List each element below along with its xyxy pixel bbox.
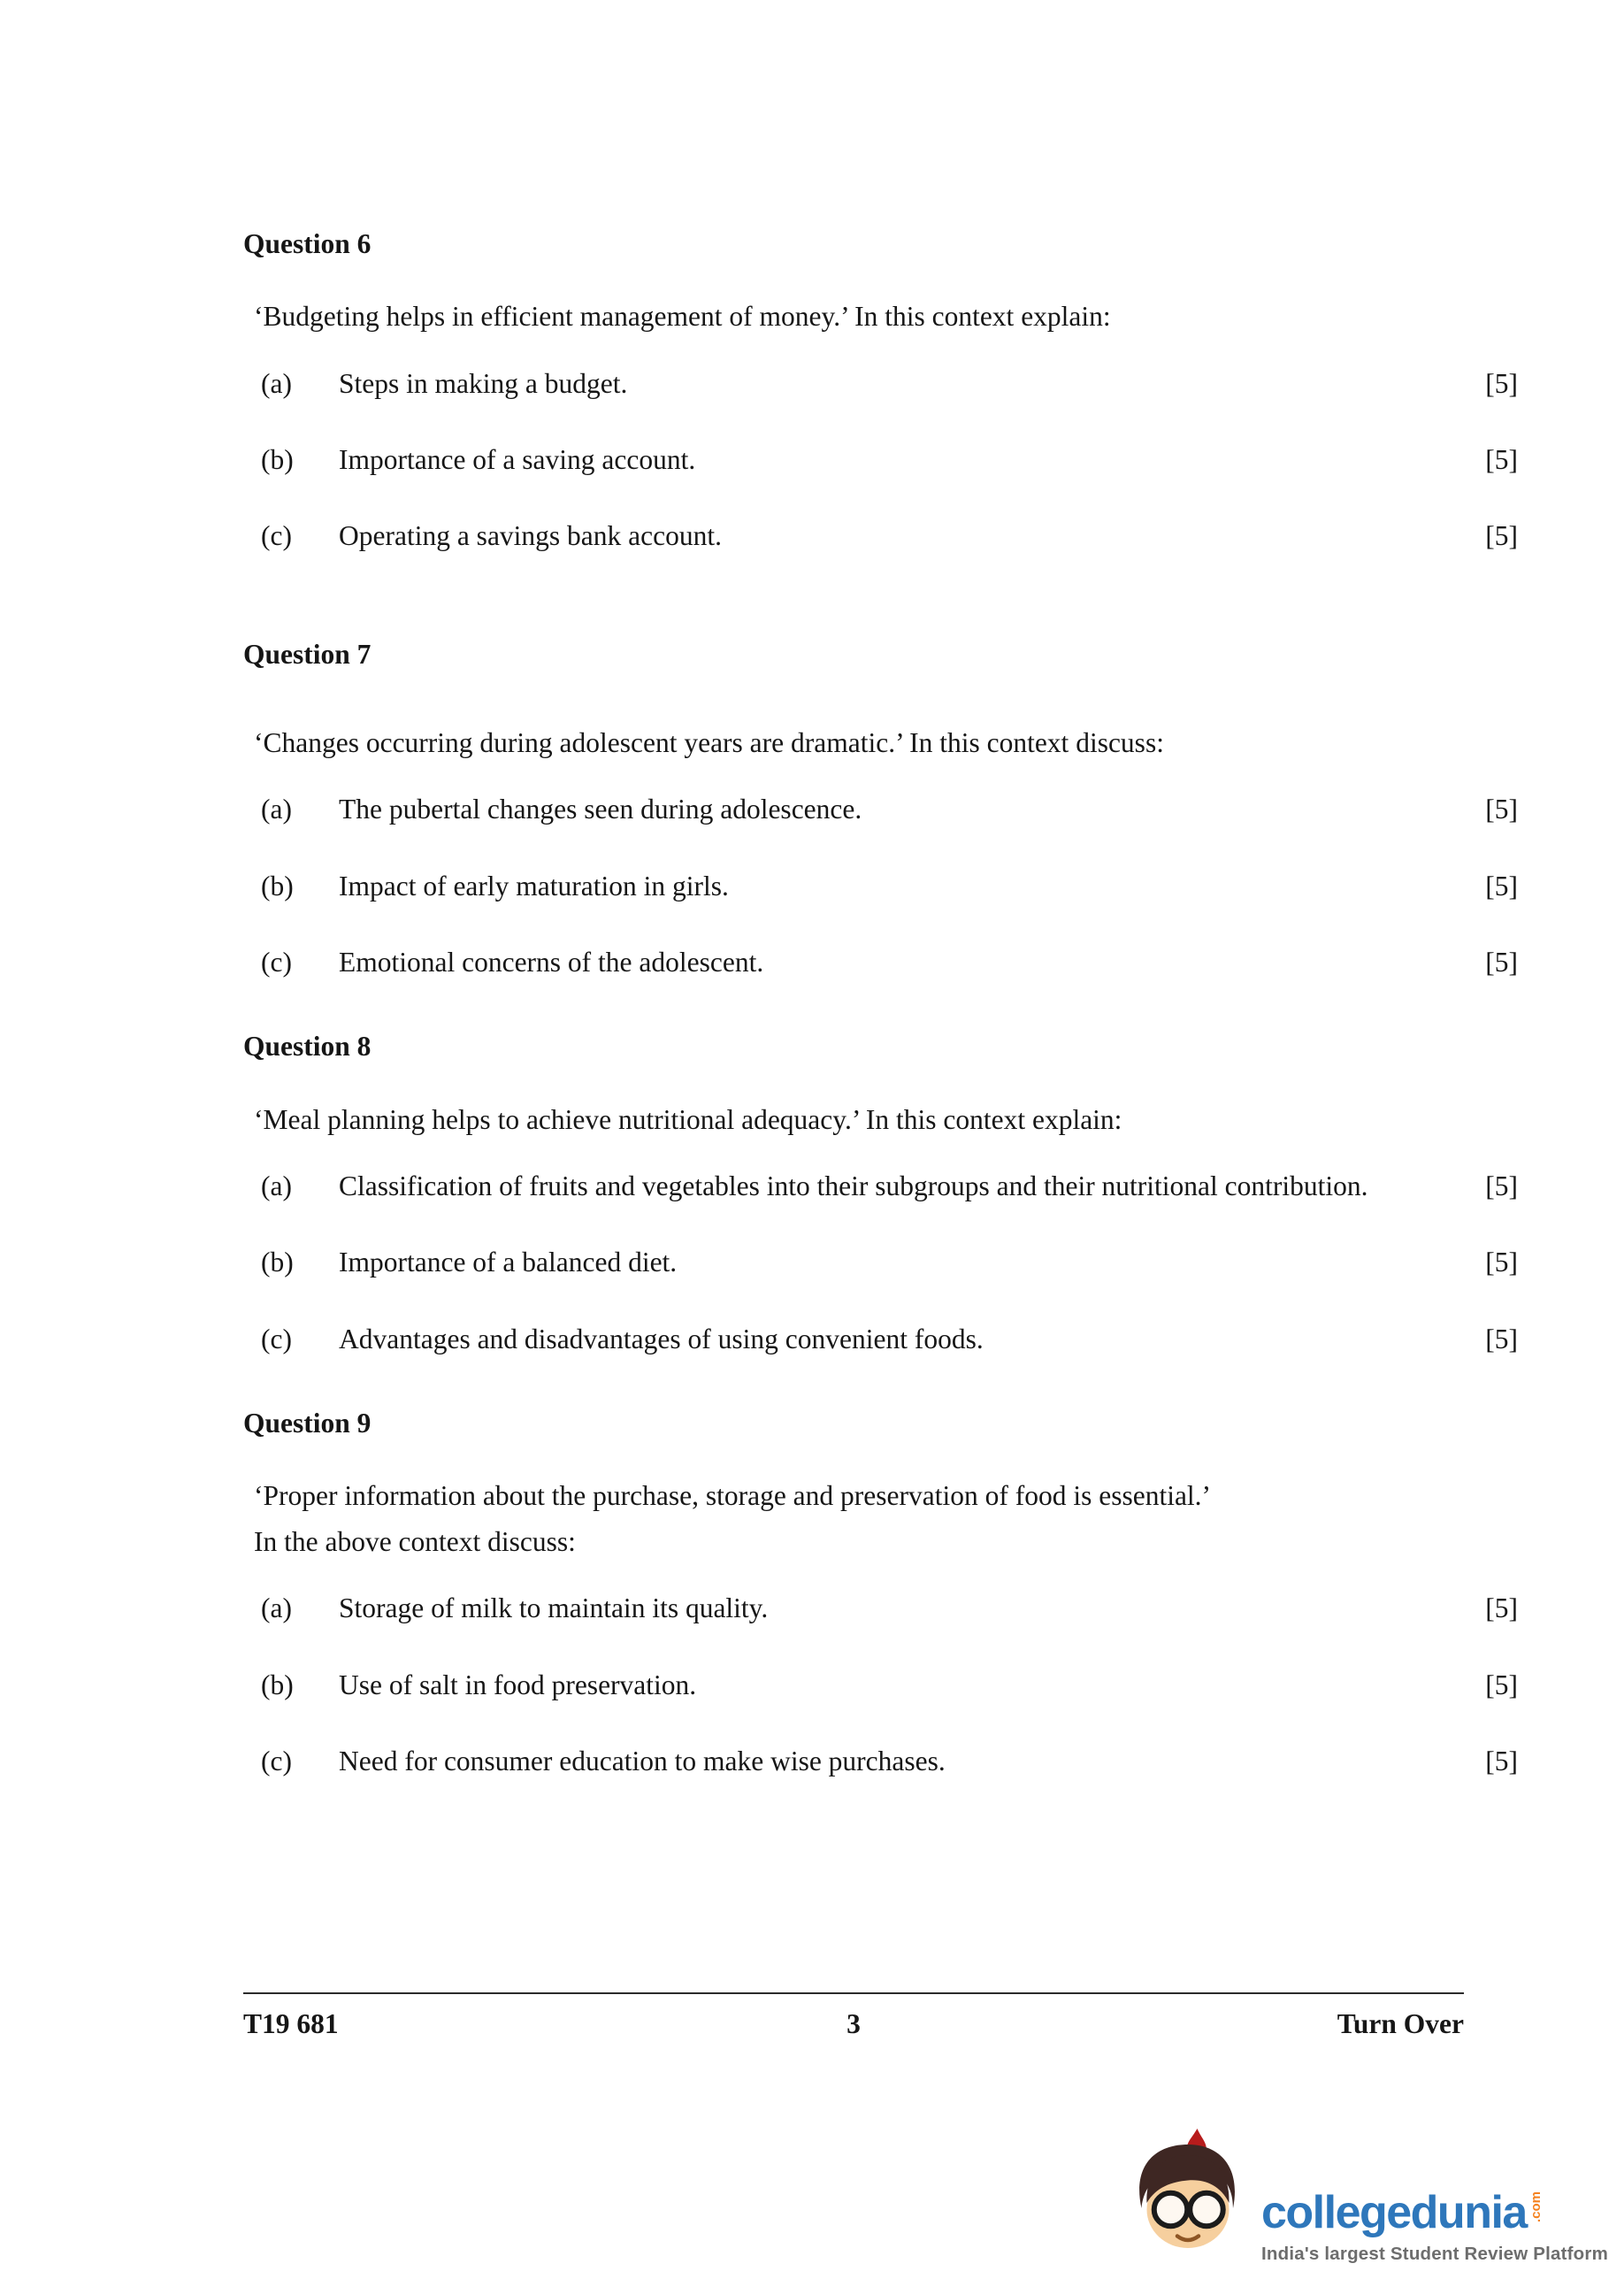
collegedunia-logo <box>1122 2126 1608 2272</box>
part-text: Importance of a saving account. <box>339 443 696 475</box>
question-part <box>243 366 1518 401</box>
part-marks: [5] <box>1485 1669 1518 1700</box>
question-intro: ‘Meal planning helps to achieve nutritional adequacy.’ In this context explain: <box>254 1103 1122 1135</box>
part-marks: [5] <box>1485 1323 1518 1354</box>
question-part <box>243 1322 1518 1356</box>
page-footer <box>243 1992 1464 2040</box>
question-block-9 <box>243 1408 1518 1778</box>
question-title: Question 7 <box>243 638 372 670</box>
page-content <box>243 228 1518 1830</box>
part-label: (a) <box>261 1170 292 1202</box>
question-block-7 <box>243 639 1518 980</box>
part-text: Need for consumer education to make wise purchases. <box>339 1745 946 1776</box>
part-text: Use of salt in food preservation. <box>339 1669 697 1700</box>
question-part <box>243 1245 1518 1279</box>
part-label: (a) <box>261 367 292 399</box>
question-intro: ‘Changes occurring during adolescent years are dramatic.’ In this context discuss: <box>254 726 1164 758</box>
logo-text <box>1260 2187 1608 2272</box>
question-title: Question 9 <box>243 1408 372 1439</box>
question-part <box>243 1591 1518 1625</box>
brand-tld: .com <box>1528 2191 1544 2223</box>
question-part <box>243 1169 1518 1203</box>
mascot-icon <box>1122 2126 1254 2272</box>
part-marks: [5] <box>1485 1745 1518 1776</box>
part-label: (b) <box>261 443 294 475</box>
part-text: Steps in making a budget. <box>339 367 628 399</box>
part-label: (c) <box>261 520 292 552</box>
part-text: Emotional concerns of the adolescent. <box>339 947 764 978</box>
part-text: Impact of early maturation in girls. <box>339 870 729 902</box>
part-text: Importance of a balanced diet. <box>339 1247 678 1278</box>
part-text: Advantages and disadvantages of using convenient foods. <box>339 1323 984 1354</box>
part-label: (a) <box>261 1592 292 1624</box>
question-title: Question 8 <box>243 1031 372 1063</box>
part-marks: [5] <box>1485 367 1518 399</box>
part-label: (a) <box>261 794 292 825</box>
part-label: (c) <box>261 1323 292 1354</box>
part-marks: [5] <box>1485 1592 1518 1624</box>
part-marks: [5] <box>1485 520 1518 552</box>
part-marks: [5] <box>1485 870 1518 902</box>
question-part <box>243 1744 1518 1778</box>
question-intro: ‘Budgeting helps in efficient management of money.’ In this context explain: <box>254 301 1111 333</box>
part-text: Classification of fruits and vegetables into their subgroups and their nutritional contribution. <box>339 1170 1368 1202</box>
part-label: (c) <box>261 947 292 978</box>
turn-over-label: Turn Over <box>1337 2008 1464 2039</box>
paper-code: T19 681 <box>243 2008 339 2039</box>
brand-tagline: India's largest Student Review Platform <box>1260 2244 1608 2264</box>
page-number: 3 <box>846 2008 861 2039</box>
part-marks: [5] <box>1485 794 1518 825</box>
question-intro: ‘Proper information about the purchase, storage and preservation of food is essential.’ <box>254 1480 1212 1512</box>
part-marks: [5] <box>1485 1170 1518 1202</box>
brand-row <box>1260 2187 1608 2238</box>
part-text: Storage of milk to maintain its quality. <box>339 1592 769 1624</box>
part-label: (c) <box>261 1745 292 1776</box>
part-marks: [5] <box>1485 1247 1518 1278</box>
question-title: Question 6 <box>243 228 372 259</box>
part-label: (b) <box>261 1247 294 1278</box>
part-marks: [5] <box>1485 443 1518 475</box>
brand-text: collegedunia <box>1260 2187 1527 2238</box>
part-text: The pubertal changes seen during adolescence. <box>339 794 862 825</box>
question-part <box>243 442 1518 477</box>
question-part <box>243 792 1518 826</box>
question-part <box>243 869 1518 903</box>
question-block-6 <box>243 228 1518 554</box>
part-text: Operating a savings bank account. <box>339 520 722 552</box>
question-block-8 <box>243 1031 1518 1356</box>
part-marks: [5] <box>1485 947 1518 978</box>
question-part <box>243 1668 1518 1702</box>
part-label: (b) <box>261 870 294 902</box>
question-part <box>243 518 1518 553</box>
question-intro-line2: In the above context discuss: <box>254 1525 576 1557</box>
part-label: (b) <box>261 1669 294 1700</box>
question-part <box>243 945 1518 979</box>
